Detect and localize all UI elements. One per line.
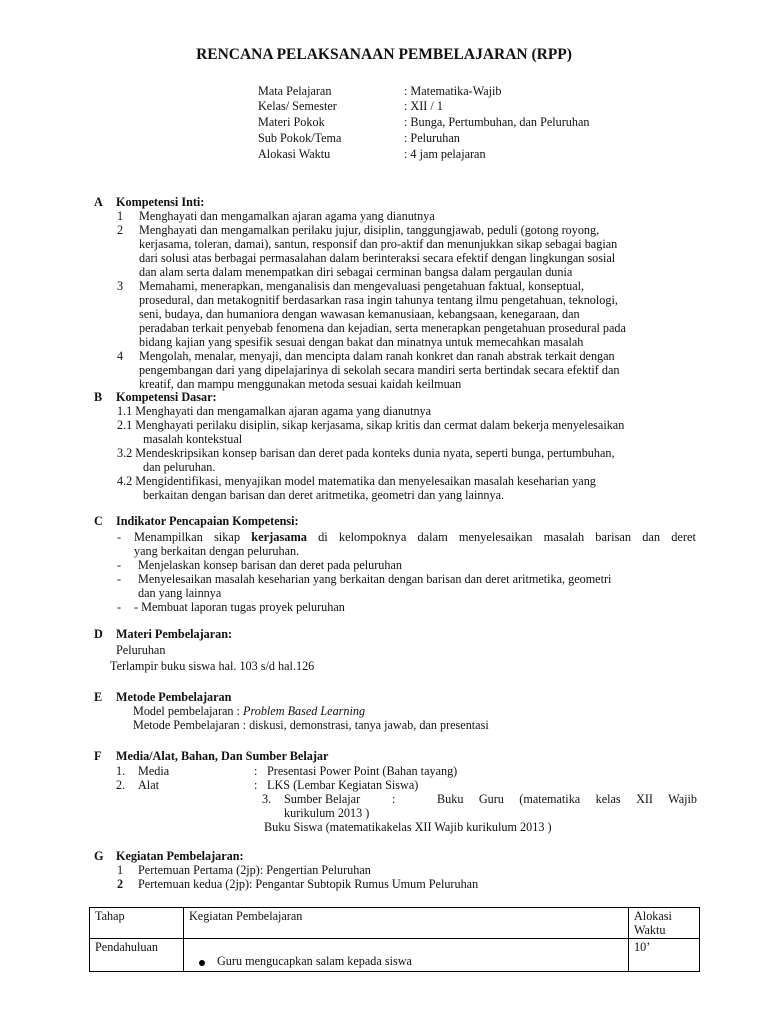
list-number: 2	[117, 223, 124, 237]
dash-marker: -	[117, 572, 122, 586]
bullet-icon	[199, 960, 205, 966]
identity-label: Kelas/ Semester	[258, 99, 337, 113]
section-letter: F	[94, 749, 102, 763]
indicator-text: Menyelesaikan masalah keseharian yang berkaitan dengan barisan dan deret aritmetika, geometri	[138, 572, 612, 586]
list-number: 1.	[116, 764, 126, 778]
section-letter: G	[94, 849, 104, 863]
section-heading: Kompetensi Inti:	[116, 195, 205, 209]
section-letter: C	[94, 514, 103, 528]
media-label: Media	[138, 764, 170, 778]
indicator-text: Menjelaskan konsep barisan dan deret pada peluruhan	[138, 558, 402, 572]
table-cell-tahap: Pendahuluan	[90, 939, 184, 972]
section-heading: Indikator Pencapaian Kompetensi:	[116, 514, 299, 528]
media-value: Buku Guru (matematika kelas XII Wajib	[437, 792, 697, 806]
dash-marker: -	[117, 530, 122, 544]
section-heading: Materi Pembelajaran:	[116, 627, 233, 641]
media-value: Presentasi Power Point (Bahan tayang)	[267, 764, 458, 778]
section-letter: D	[94, 627, 103, 641]
identity-value: : Peluruhan	[404, 131, 460, 145]
identity-value: : 4 jam pelajaran	[404, 147, 486, 161]
metode-text: Metode Pembelajaran : diskusi, demonstrasi, tanya jawab, dan presentasi	[133, 718, 489, 732]
dash-marker: -	[117, 600, 122, 614]
kegiatan-table	[89, 907, 700, 972]
bullet-text: Guru mengucapkan salam kepada siswa	[217, 954, 412, 969]
kegiatan-item: Pertemuan kedua (2jp): Pengantar Subtopik Rumus Umum Peluruhan	[138, 877, 479, 891]
section-heading: Kompetensi Dasar:	[116, 390, 217, 404]
table-header-cell: Kegiatan Pembelajaran	[184, 908, 629, 939]
table-header-cell: Tahap	[90, 908, 184, 939]
list-number: 1	[117, 209, 124, 223]
list-item-text: Memahami, menerapkan, menganalisis dan mengevaluasi pengetahuan faktual, konseptual,	[139, 279, 585, 293]
identity-label: Mata Pelajaran	[258, 84, 332, 98]
section-letter: B	[94, 390, 103, 404]
list-item-text: 1.1 Menghayati dan mengamalkan ajaran agama yang dianutnya	[117, 404, 432, 418]
section-letter: A	[94, 195, 103, 209]
media-label: Sumber Belajar	[284, 792, 361, 806]
model-label: Model pembelajaran :	[133, 704, 240, 718]
list-item-text: 2.1 Menghayati perilaku disiplin, sikap kerjasama, sikap kritis dan cermat dalam bekerja menyelesaikan	[117, 418, 625, 432]
media-sep: :	[254, 764, 258, 778]
table-header-row	[90, 908, 700, 939]
indicator-bold-text: kerjasama	[251, 530, 307, 544]
list-item-text: Mengolah, menalar, menyaji, dan mencipta dalam ranah konkret dan ranah abstrak terkait dengan	[139, 349, 615, 363]
indicator-text: di kelompoknya dalam menyelesaikan masalah barisan dan deret	[318, 530, 696, 544]
list-item-text: peradaban terkait penyebab fenomena dan kejadian, serta menerapkan pengetahuan prosedural pada	[139, 321, 626, 335]
list-item-text: 4.2 Mengidentifikasi, menyajikan model matematika dan menyelesaikan masalah keseharian yang	[117, 474, 596, 488]
list-number: 2	[117, 877, 124, 891]
document-title: RENCANA PELAKSANAAN PEMBELAJARAN (RPP)	[196, 46, 572, 63]
list-number: 3.	[262, 792, 272, 806]
list-number: 4	[117, 349, 124, 363]
list-item-text: 3.2 Mendeskripsikan konsep barisan dan deret pada konteks dunia nyata, seperti bunga, pertumbuhan,	[117, 446, 615, 460]
identity-label: Materi Pokok	[258, 115, 325, 129]
list-item-text: kerjasama, toleran, damai), santun, responsif dan pro-aktif dan menunjukkan sikap sebagai bagian	[139, 237, 618, 251]
media-label: Alat	[138, 778, 159, 792]
media-value: LKS (Lembar Kegiatan Siswa)	[267, 778, 419, 792]
section-heading: Media/Alat, Bahan, Dan Sumber Belajar	[116, 749, 329, 763]
indicator-text: dan yang lainnya	[138, 586, 222, 600]
table-header-cell: Alokasi Waktu	[629, 908, 700, 939]
dash-marker: -	[117, 558, 122, 572]
list-item-text: Menghayati dan mengamalkan ajaran agama yang dianutnya	[139, 209, 435, 223]
list-number: 3	[117, 279, 124, 293]
section-heading: Kegiatan Pembelajaran:	[116, 849, 244, 863]
materi-text: Terlampir buku siswa hal. 103 s/d hal.126	[110, 659, 315, 673]
list-item-text: masalah kontekstual	[143, 432, 243, 446]
table-row	[90, 939, 700, 972]
bullet-item	[189, 940, 623, 968]
media-sep: :	[392, 792, 396, 806]
list-item-text: pengembangan dari yang dipelajarinya di sekolah secara mandiri serta bertindak secara efektif dan	[139, 363, 620, 377]
list-item-text: dan peluruhan.	[143, 460, 216, 474]
list-item-text: berkaitan dengan barisan dan deret aritmetika, geometri dan yang lainnya.	[143, 488, 505, 502]
indicator-text: yang berkaitan dengan peluruhan.	[134, 544, 300, 558]
list-item-text: seni, budaya, dan humaniora dengan wawasan kemanusiaan, kebangsaan, kenegaraan, dan	[139, 307, 580, 321]
table-cell-waktu: 10’	[629, 939, 700, 972]
section-heading: Metode Pembelajaran	[116, 690, 232, 704]
indicator-text: - Membuat laporan tugas proyek peluruhan	[134, 600, 345, 614]
list-item-text: kreatif, dan mampu menggunakan metoda sesuai kaidah keilmuan	[139, 377, 462, 391]
media-value: Buku Siswa (matematikakelas XII Wajib kurikulum 2013 )	[264, 820, 552, 834]
model-value: Problem Based Learning	[243, 704, 366, 718]
list-item-text: dan alam serta dalam menempatkan diri sebagai cerminan bangsa dalam pergaulan dunia	[139, 265, 573, 279]
identity-value: : Matematika-Wajib	[404, 84, 502, 98]
kegiatan-item: Pertemuan Pertama (2jp): Pengertian Peluruhan	[138, 863, 371, 877]
media-sep: :	[254, 778, 258, 792]
model-line	[133, 704, 365, 718]
indicator-item	[134, 530, 696, 544]
identity-value: : Bunga, Pertumbuhan, dan Peluruhan	[404, 115, 590, 129]
section-letter: E	[94, 690, 103, 704]
media-value: kurikulum 2013 )	[284, 806, 370, 820]
materi-text: Peluruhan	[116, 643, 166, 657]
identity-label: Sub Pokok/Tema	[258, 131, 342, 145]
identity-value: : XII / 1	[404, 99, 443, 113]
indicator-text: Menampilkan sikap	[134, 530, 241, 544]
list-item-text: dari solusi atas berbagai permasalahan dalam berinteraksi secara efektif dengan lingkungan sosial	[139, 251, 616, 265]
list-number: 2.	[116, 778, 126, 792]
list-item-text: bidang kajian yang spesifik sesuai dengan bakat dan minatnya untuk memecahkan masalah	[139, 335, 584, 349]
list-item-text: prosedural, dan metakognitif berdasarkan rasa ingin tahunya tentang ilmu pengetahuan, teknologi,	[139, 293, 618, 307]
table-cell-kegiatan	[184, 939, 629, 972]
list-number: 1	[117, 863, 124, 877]
identity-label: Alokasi Waktu	[258, 147, 331, 161]
list-item-text: Menghayati dan mengamalkan perilaku jujur, disiplin, tanggungjawab, peduli (gotong royong,	[139, 223, 600, 237]
